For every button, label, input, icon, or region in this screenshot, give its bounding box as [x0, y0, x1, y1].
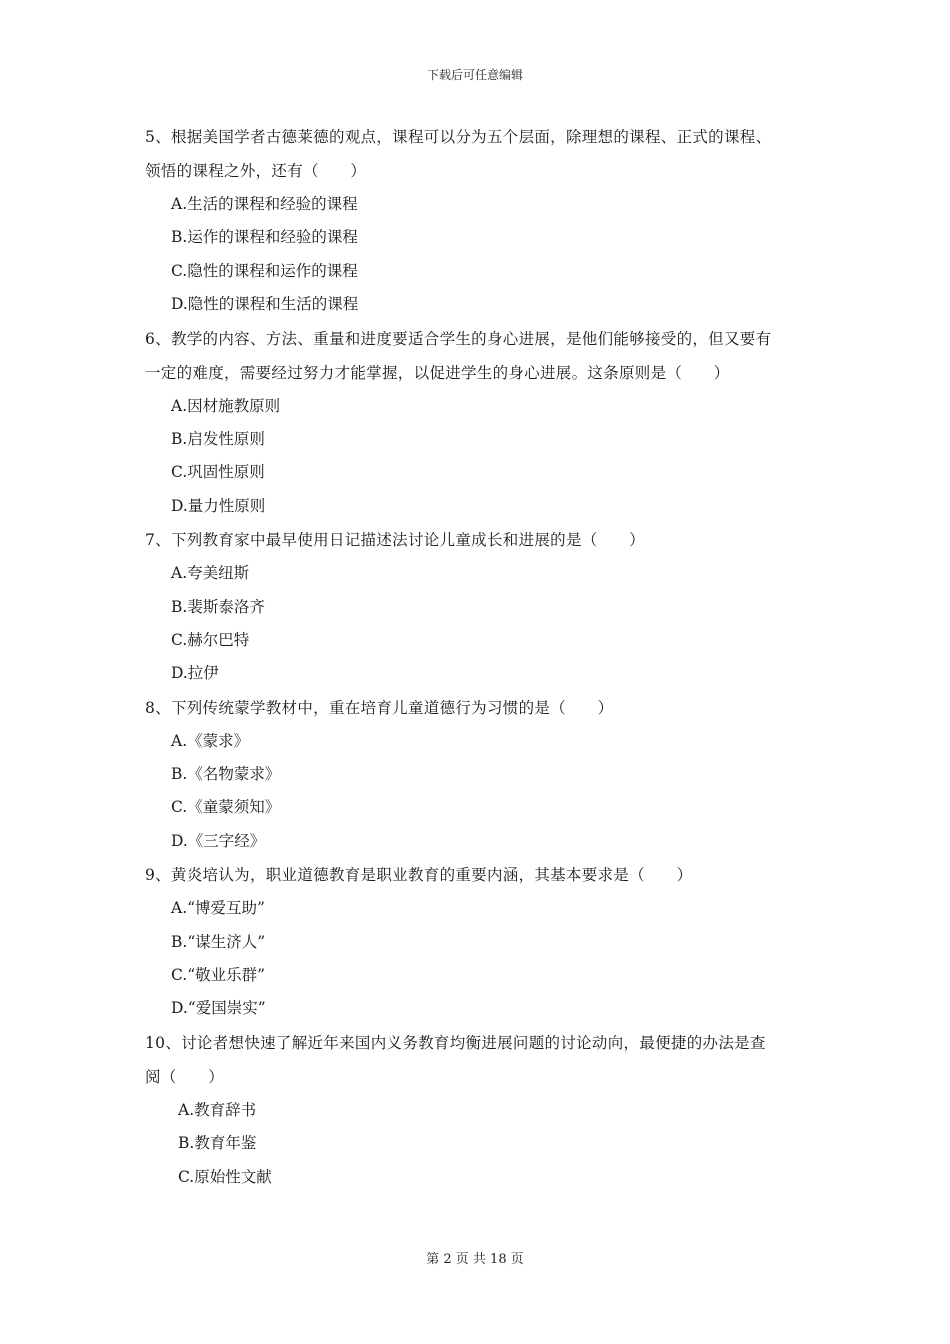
option-c: C.赫尔巴特	[171, 630, 250, 649]
option-d: D.隐性的课程和生活的课程	[171, 295, 359, 314]
question-5	[145, 120, 815, 322]
option-d: D.量力性原则	[171, 496, 266, 515]
option-d: D.“爱国崇实”	[171, 999, 266, 1018]
option-c: C.《童蒙须知》	[171, 798, 281, 817]
option-a: A.生活的课程和经验的课程	[171, 195, 358, 213]
question-text: 7、下列教育家中最早使用日记描述法讨论儿童成长和进展的是（ ）	[145, 531, 645, 550]
question-text: 6、教学的内容、方法、重量和进度要适合学生的身心进展，是他们能够接受的，但又要有	[145, 329, 772, 348]
option-b: B.启发性原则	[171, 429, 265, 448]
question-9	[145, 858, 815, 1026]
option-a: A.“博爱互助”	[171, 899, 265, 918]
option-b: B.教育年鉴	[178, 1134, 257, 1153]
option-d: D.《三字经》	[171, 831, 266, 850]
option-d: D.拉伊	[171, 664, 219, 683]
option-b: B.运作的课程和经验的课程	[171, 228, 358, 247]
option-c: C.“敬业乐群”	[171, 966, 266, 985]
question-10	[145, 1026, 815, 1194]
question-text: 10、讨论者想快速了解近年来国内义务教育均衡进展问题的讨论动向，最便捷的办法是查	[145, 1033, 766, 1052]
option-b: B.“谋生济人”	[171, 932, 266, 951]
option-a: A.《蒙求》	[171, 731, 250, 750]
option-a: A.夸美纽斯	[171, 564, 250, 583]
option-c: C.巩固性原则	[171, 463, 265, 482]
question-list	[145, 120, 815, 1194]
page-footer: 第 2 页 共 18 页	[426, 1252, 524, 1267]
option-b: B.裴斯泰洛齐	[171, 597, 265, 616]
question-8	[145, 691, 815, 859]
question-6	[145, 322, 815, 524]
page-header: 下载后可任意编辑	[426, 68, 523, 82]
question-text: 一定的难度，需要经过努力才能掌握，以促进学生的身心进展。这条原则是（ ）	[145, 363, 730, 382]
question-text: 9、黄炎培认为，职业道德教育是职业教育的重要内涵，其基本要求是（ ）	[145, 866, 693, 885]
question-text: 5、根据美国学者古德莱德的观点，课程可以分为五个层面，除理想的课程、正式的课程、	[145, 128, 772, 146]
option-b: B.《名物蒙求》	[171, 765, 281, 784]
question-text: 8、下列传统蒙学教材中，重在培育儿童道德行为习惯的是（ ）	[145, 698, 614, 717]
question-7	[145, 523, 815, 691]
option-c: C.隐性的课程和运作的课程	[171, 261, 358, 280]
option-a: A.教育辞书	[178, 1100, 257, 1119]
option-c: C.原始性文献	[178, 1167, 272, 1186]
option-a: A.因材施教原则	[171, 396, 281, 415]
question-text: 领悟的课程之外，还有（ ）	[145, 162, 367, 180]
question-text: 阅（ ）	[145, 1067, 225, 1086]
